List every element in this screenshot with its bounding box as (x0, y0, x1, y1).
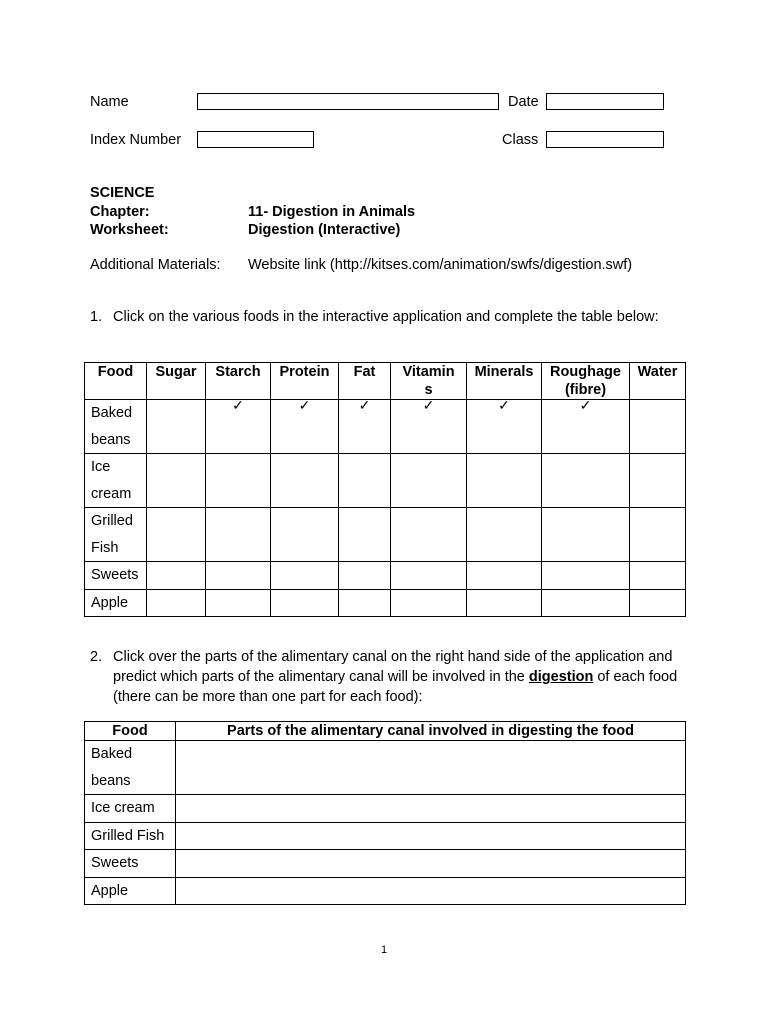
roughage-cell[interactable] (542, 508, 630, 562)
sugar-cell[interactable] (147, 589, 206, 617)
parts-answer-cell[interactable] (176, 741, 686, 795)
parts-answer-cell[interactable] (176, 850, 686, 878)
table-row (85, 822, 686, 850)
col-header-protein: Protein (271, 363, 339, 400)
col-header-minerals: Minerals (467, 363, 542, 400)
food-cell: Apple (85, 589, 147, 617)
food-cell: Ice cream (85, 795, 176, 823)
starch-cell[interactable]: ✓ (206, 400, 271, 454)
food-cell: Ice cream (85, 454, 147, 508)
col-header-sugar: Sugar (147, 363, 206, 400)
table-row (85, 850, 686, 878)
vitamins-cell[interactable] (391, 508, 467, 562)
minerals-cell[interactable] (467, 508, 542, 562)
col-header-fat: Fat (339, 363, 391, 400)
col-header-food: Food (85, 722, 176, 741)
worksheet-label: Worksheet: (90, 222, 169, 238)
chapter-label: Chapter: (90, 204, 150, 220)
starch-cell[interactable] (206, 589, 271, 617)
col-header-roughage: Roughage (fibre) (542, 363, 630, 400)
water-cell[interactable] (630, 508, 686, 562)
question-2-text (113, 647, 680, 707)
sugar-cell[interactable] (147, 400, 206, 454)
nutrients-table (84, 362, 686, 617)
starch-cell[interactable] (206, 508, 271, 562)
col-header-food: Food (85, 363, 147, 400)
food-cell: Apple (85, 877, 176, 905)
page-number: 1 (380, 944, 388, 956)
water-cell[interactable] (630, 454, 686, 508)
roughage-cell[interactable] (542, 562, 630, 590)
alimentary-header-row (85, 722, 686, 741)
col-header-parts: Parts of the alimentary canal involved in digesting the food (176, 722, 686, 741)
vitamins-cell[interactable]: ✓ (391, 400, 467, 454)
protein-cell[interactable] (271, 589, 339, 617)
class-field[interactable] (546, 131, 664, 148)
water-cell[interactable] (630, 562, 686, 590)
question-2-emphasis: digestion (528, 669, 594, 685)
date-field[interactable] (546, 93, 664, 110)
question-2-text-after: of each food (there can be more than one part for each food): (113, 669, 678, 705)
roughage-cell[interactable]: ✓ (542, 400, 630, 454)
question-1 (90, 307, 680, 327)
col-header-starch: Starch (206, 363, 271, 400)
fat-cell[interactable] (339, 508, 391, 562)
food-cell: Grilled Fish (85, 822, 176, 850)
subject-title: SCIENCE (90, 185, 155, 201)
col-header-water: Water (630, 363, 686, 400)
col-header-vitamins: Vitamin s (391, 363, 467, 400)
minerals-cell[interactable] (467, 454, 542, 508)
starch-cell[interactable] (206, 454, 271, 508)
sugar-cell[interactable] (147, 562, 206, 590)
vitamins-cell[interactable] (391, 589, 467, 617)
protein-cell[interactable]: ✓ (271, 400, 339, 454)
question-1-text: Click on the various foods in the interactive application and complete the table below: (113, 309, 659, 325)
food-cell: Sweets (85, 850, 176, 878)
parts-answer-cell[interactable] (176, 822, 686, 850)
date-label: Date (508, 94, 539, 110)
fat-cell[interactable] (339, 589, 391, 617)
table-row (85, 741, 686, 795)
vitamins-cell[interactable] (391, 562, 467, 590)
fat-cell[interactable]: ✓ (339, 400, 391, 454)
chapter-value: 11- Digestion in Animals (248, 204, 416, 220)
worksheet-value: Digestion (Interactive) (248, 222, 401, 238)
table-row (85, 508, 686, 562)
protein-cell[interactable] (271, 454, 339, 508)
starch-cell[interactable] (206, 562, 271, 590)
name-label: Name (90, 94, 129, 110)
index-number-label: Index Number (90, 132, 182, 148)
table-row (85, 562, 686, 590)
table-row (85, 795, 686, 823)
table-row (85, 400, 686, 454)
class-label: Class (502, 132, 539, 148)
roughage-cell[interactable] (542, 589, 630, 617)
table-row (85, 454, 686, 508)
minerals-cell[interactable] (467, 589, 542, 617)
water-cell[interactable] (630, 589, 686, 617)
nutrients-header-row (85, 363, 686, 400)
protein-cell[interactable] (271, 562, 339, 590)
water-cell[interactable] (630, 400, 686, 454)
question-2-text-before: Click over the parts of the alimentary canal on the right hand side of the application and predict which parts of the alimentary canal will be involved in the (113, 649, 673, 685)
food-cell: Baked beans (85, 400, 147, 454)
roughage-cell[interactable] (542, 454, 630, 508)
name-field[interactable] (197, 93, 499, 110)
table-row (85, 877, 686, 905)
protein-cell[interactable] (271, 508, 339, 562)
materials-value: Website link (http://kitses.com/animation/swfs/digestion.swf) (248, 257, 633, 273)
food-cell: Sweets (85, 562, 147, 590)
materials-label: Additional Materials: (90, 257, 221, 273)
sugar-cell[interactable] (147, 508, 206, 562)
minerals-cell[interactable] (467, 562, 542, 590)
question-2 (90, 647, 680, 707)
table-row (85, 589, 686, 617)
sugar-cell[interactable] (147, 454, 206, 508)
minerals-cell[interactable]: ✓ (467, 400, 542, 454)
alimentary-canal-table (84, 721, 686, 905)
vitamins-cell[interactable] (391, 454, 467, 508)
parts-answer-cell[interactable] (176, 795, 686, 823)
fat-cell[interactable] (339, 562, 391, 590)
question-1-number: 1. (90, 309, 103, 325)
fat-cell[interactable] (339, 454, 391, 508)
parts-answer-cell[interactable] (176, 877, 686, 905)
question-2-number: 2. (90, 649, 103, 665)
index-number-field[interactable] (197, 131, 314, 148)
food-cell: Grilled Fish (85, 508, 147, 562)
food-cell: Baked beans (85, 741, 176, 795)
